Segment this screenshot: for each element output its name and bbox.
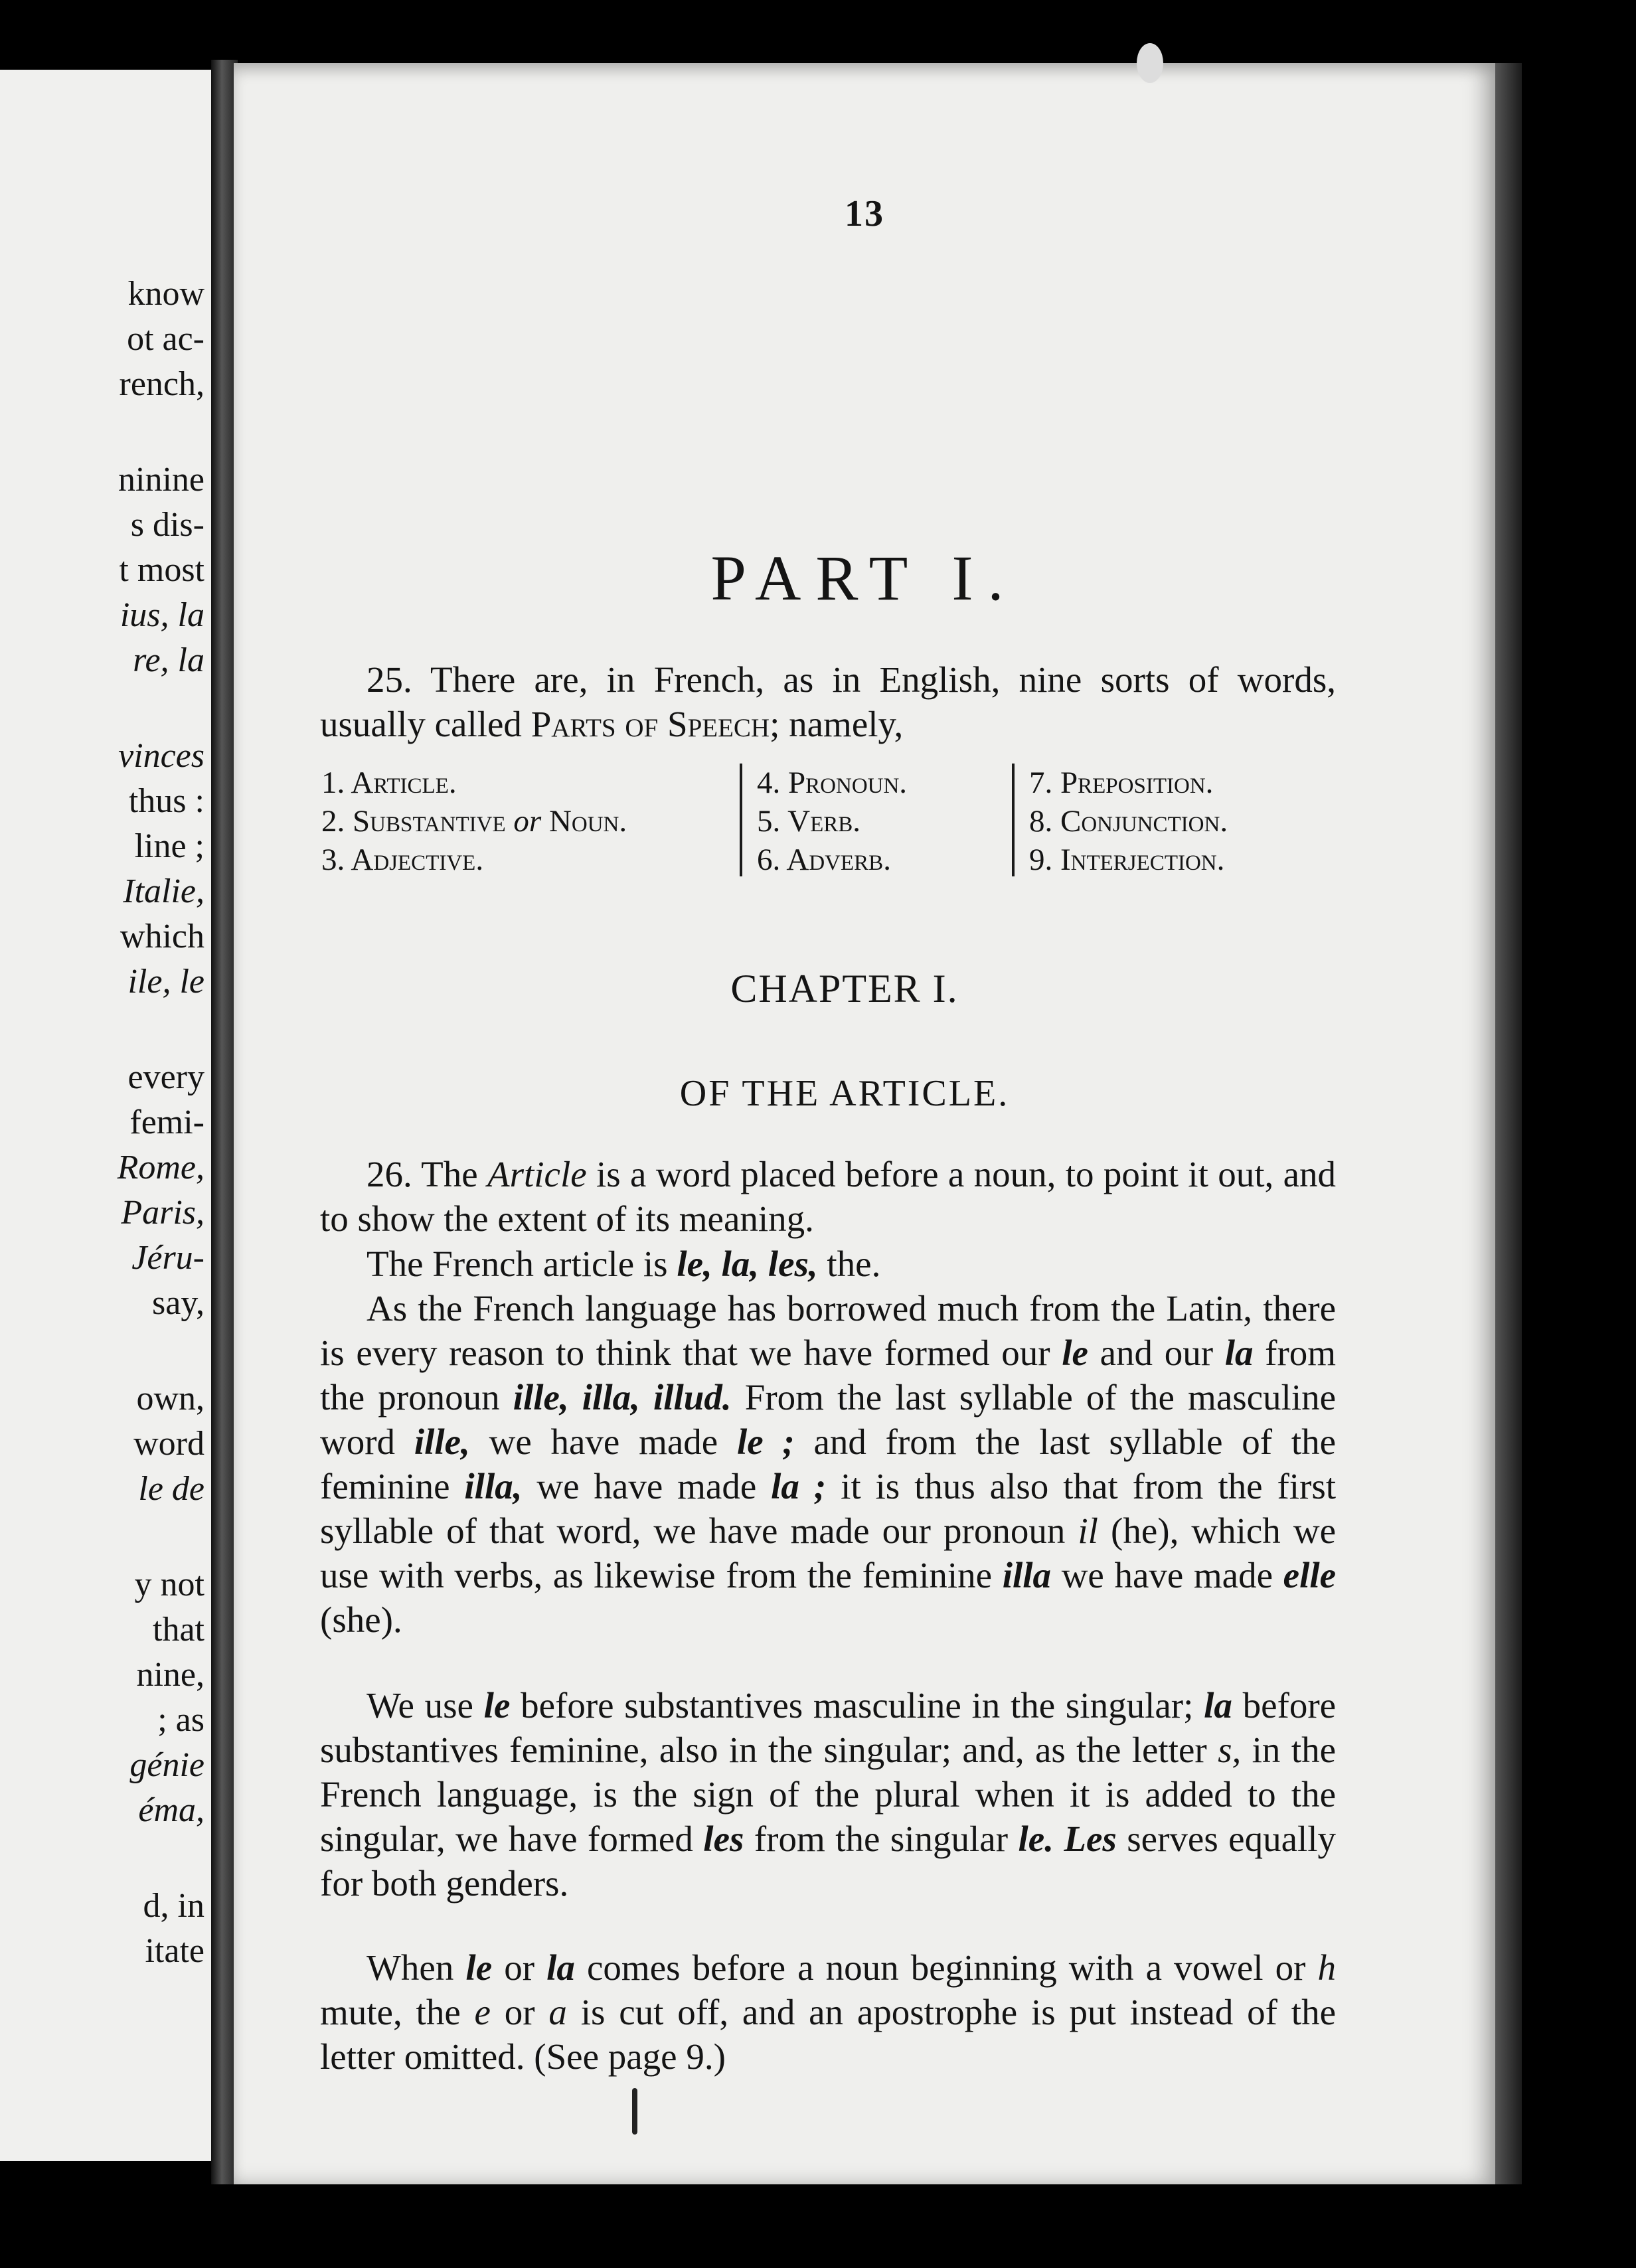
previous-page-text-fragment: rench, (119, 365, 204, 403)
previous-page-text-fragment: word (133, 1425, 204, 1463)
previous-page-text-fragment: thus : (128, 782, 204, 820)
previous-page-text-fragment: ; as (157, 1701, 204, 1739)
list-item: 6. Adverb. (757, 843, 891, 877)
section-title: OF THE ARTICLE. (679, 1073, 1010, 1114)
paragraph-26: 26. The Article is a word placed before a noun, to point it out, and to show the extent of its meaning. (320, 1154, 1337, 1239)
previous-page-text-fragment: femi- (129, 1103, 204, 1141)
list-item: 7. Preposition. (1029, 766, 1214, 800)
previous-page-text-fragment: ile, le (127, 963, 204, 1001)
previous-page-text-fragment: Rome, (117, 1149, 204, 1186)
previous-page-text-fragment: le de (138, 1470, 204, 1508)
previous-page-text-fragment: génie (129, 1746, 204, 1784)
parts-column-1 (321, 764, 627, 879)
parts-of-speech-list (321, 764, 1357, 896)
previous-page-text-fragment: own, (136, 1380, 204, 1418)
list-item: 3. Adjective. (321, 843, 484, 877)
previous-page-text-fragment: line ; (134, 827, 204, 865)
previous-page-text-fragment: know (127, 275, 204, 313)
list-item: 9. Interjection. (1029, 843, 1225, 877)
paragraph-latin-origin: As the French language has borrowed much from the Latin, there is every reason to think that we have formed our le and our la from the pronoun ille, illa, illud. From the last syllable of the masculine word ille, we have made le ; and from the last syllable of the feminine illa, we have made la ; it is thus also that from the first syllable of that word, we have made our pronoun il (he), which we use with verbs, as likewise from the feminine illa we have made elle (she). (320, 1288, 1337, 1640)
previous-page-text-fragment: every (127, 1058, 204, 1096)
previous-page-text-fragment: say, (152, 1284, 204, 1322)
previous-page-fragment (0, 70, 220, 2161)
page-edge (1495, 63, 1522, 2184)
ink-speck (632, 2088, 637, 2135)
paragraph-usage: We use le before substantives masculine in the singular; la before substantives feminine, also in the singular; and, as the letter s, in the French language, is the sign of the plural when it is added to the singular, we have formed les from the singular le. Les serves equally for both genders. (320, 1685, 1337, 1903)
parts-column-3 (1012, 764, 1228, 876)
previous-page-text-fragment: d, in (143, 1887, 204, 1925)
previous-page-text-fragment: t most (119, 551, 204, 589)
paragraph-number: 25. (367, 659, 412, 700)
paragraph-elision: When le or la comes before a noun beginning with a vowel or h mute, the e or a is cut off, and an apostrophe is put instead of the letter omitted. (See page 9.) (320, 1947, 1337, 2077)
page-number: 13 (845, 193, 884, 234)
previous-page-text-fragment: that (153, 1611, 204, 1649)
previous-page-text-fragment: éma, (138, 1791, 204, 1829)
previous-page-text-fragment: ius, la (120, 596, 204, 634)
previous-page-text-fragment: Italie, (123, 872, 204, 910)
previous-page-text-fragment: itate (145, 1932, 204, 1970)
previous-page-text-fragment: y not (134, 1566, 204, 1603)
list-item: 4. Pronoun. (757, 766, 908, 800)
part-title: PART I. (710, 542, 1019, 613)
paper-damage-mark (1137, 43, 1163, 83)
chapter-title: CHAPTER I. (730, 967, 959, 1011)
previous-page-text-fragment: ot ac- (127, 320, 204, 358)
previous-page-text-fragment: nine, (136, 1656, 204, 1694)
previous-page-text-fragment: s dis- (130, 506, 204, 544)
previous-page-text-fragment: re, la (133, 641, 204, 679)
list-item: 1. Article. (321, 766, 457, 800)
previous-page-text-fragment: vinces (118, 737, 204, 775)
paragraph-french-article: The French article is le, la, les, the. (367, 1244, 881, 1284)
book-page (234, 63, 1495, 2184)
previous-page-text-fragment: ninine (118, 461, 204, 499)
previous-page-text-fragment: which (120, 918, 204, 955)
previous-page-text-fragment: Jéru- (131, 1239, 204, 1277)
list-item: 5. Verb. (757, 804, 861, 839)
parts-column-2 (740, 764, 907, 876)
paragraph-25: 25. There are, in French, as in English, nine sorts of words, usually called Parts of Speech; namely, (320, 659, 1336, 744)
list-item: 2. Substantive or Noun. (321, 804, 627, 839)
parts-of-speech-term: Parts of Speech (531, 704, 770, 744)
list-item: 8. Conjunction. (1029, 804, 1228, 839)
previous-page-text-fragment: Paris, (121, 1194, 204, 1232)
